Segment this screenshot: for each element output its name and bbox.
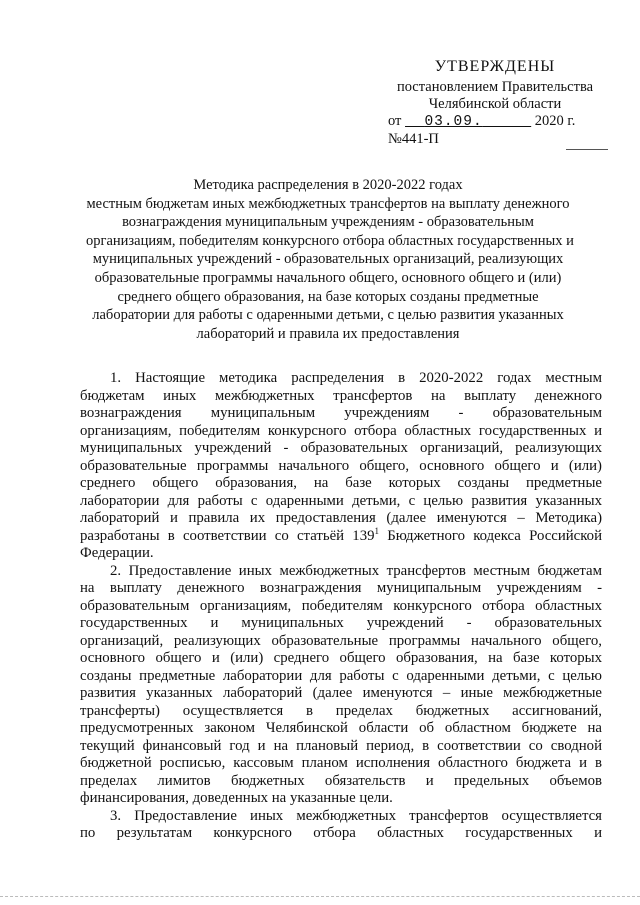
document-body	[80, 370, 602, 843]
text-line: пределах лимитов бюджетных обязательств и предельных объемов	[80, 772, 602, 789]
text-line: предусмотренных законом Челябинской области об областном бюджете на	[80, 720, 602, 736]
title-line: вознаграждения муниципальным учреждениям - образовательным	[122, 214, 534, 231]
title-line: лабораторий и правила их предоставления	[196, 325, 460, 342]
text-line: трансферты) осуществляется в пределах бюджетных ассигнований,	[80, 702, 602, 719]
text-line: образовательные программы начального общего, основного общего и (или)	[80, 457, 602, 474]
text-line: Федерации.	[80, 545, 154, 561]
text-line: созданы предметные лаборатории для работы с одаренными детьми, с целью	[80, 667, 602, 684]
date-year: 2020 г.	[534, 113, 576, 129]
title-line: организациям, победителям конкурсного отбора областных государственных и	[86, 232, 574, 249]
footnote-marker: 1	[374, 525, 379, 536]
text-line: текущий финансовый год и на плановый период, в соответствии со сводной	[80, 737, 602, 754]
title-line: местным бюджетам иных межбюджетных трансфертов на выплату денежного	[86, 195, 570, 212]
text-line: государственных и муниципальных учреждений - образовательных	[80, 615, 602, 631]
text-line: 3. Предоставление иных межбюджетных трансфертов осуществляется	[110, 807, 602, 824]
approval-heading: УТВЕРЖДЕНЫ	[434, 58, 556, 75]
text-line-with-footnote: разработаны в соответствии со статьёй $139^1$ Бюджетного кодекса Российской	[80, 525, 603, 544]
paragraph-2	[80, 563, 602, 808]
text-line: бюджетам иных межбюджетных трансфертов на выплату денежного	[80, 387, 602, 404]
approval-date-line	[380, 113, 610, 150]
text-line: основного общего и (или) среднего общего образования, на базе которых	[80, 650, 602, 666]
paragraph-3	[80, 808, 602, 843]
text-line: на выплату денежного вознаграждения муниципальным учреждениям -	[80, 580, 602, 596]
paragraph-1	[80, 370, 602, 563]
text-line: 2. Предоставление иных межбюджетных трансфертов местным бюджетам	[110, 562, 602, 579]
title-line: лаборатории для работы с одаренными детьми, с целью развития указанных	[92, 307, 564, 324]
text-line: лаборатории для работы с одаренными детьми, с целью развития указанных	[80, 492, 602, 509]
approval-line-2: Челябинской области	[428, 96, 562, 112]
text-line: 1. Настоящие методика распределения в 2020-2022 годах местным	[110, 370, 602, 386]
text-line: лабораторий и правила их предоставления (далее именуются – Методика)	[80, 510, 602, 526]
approval-line-1: постановлением Правительства	[396, 79, 594, 95]
text-line: по результатам конкурсного отбора областных государственных и	[80, 825, 602, 841]
date-value: 03.09.	[424, 114, 483, 130]
approval-block	[380, 58, 610, 150]
document-number: №441-П	[388, 131, 439, 147]
date-prefix: от	[388, 113, 402, 129]
text-line: среднего общего образования, на базе которых созданы предметные	[80, 475, 602, 491]
text-line: вознаграждения муниципальным учреждениям - образовательным	[80, 405, 602, 421]
title-line: среднего общего образования, на базе которых созданы предметные	[117, 288, 539, 305]
title-line: Методика распределения в 2020-2022 годах	[193, 177, 463, 193]
text-line: бюджетной росписью, кассовым планом исполнения областного бюджета и в	[80, 755, 602, 771]
text-line: финансирования, доведенных на указанные цели.	[80, 790, 393, 806]
title-line: муниципальных учреждений - образовательных организаций, реализующих	[92, 251, 564, 268]
title-line: образовательные программы начального общего, основного общего и (или)	[94, 269, 562, 286]
text-line: организаций, реализующих образовательные программы начального общего,	[80, 632, 602, 649]
text-line: организациям, победителям конкурсного отбора областных государственных и	[80, 422, 602, 439]
page-edge-line	[0, 896, 640, 898]
text-line: развития указанных лабораторий (далее именуются – иные межбюджетные	[80, 685, 602, 701]
text-line: муниципальных учреждений - образовательных организаций, реализующих	[80, 440, 602, 456]
document-title	[86, 176, 574, 343]
number-underline	[566, 149, 608, 150]
text-line: образовательным организациям, победителям конкурсного отбора областных	[80, 597, 602, 614]
